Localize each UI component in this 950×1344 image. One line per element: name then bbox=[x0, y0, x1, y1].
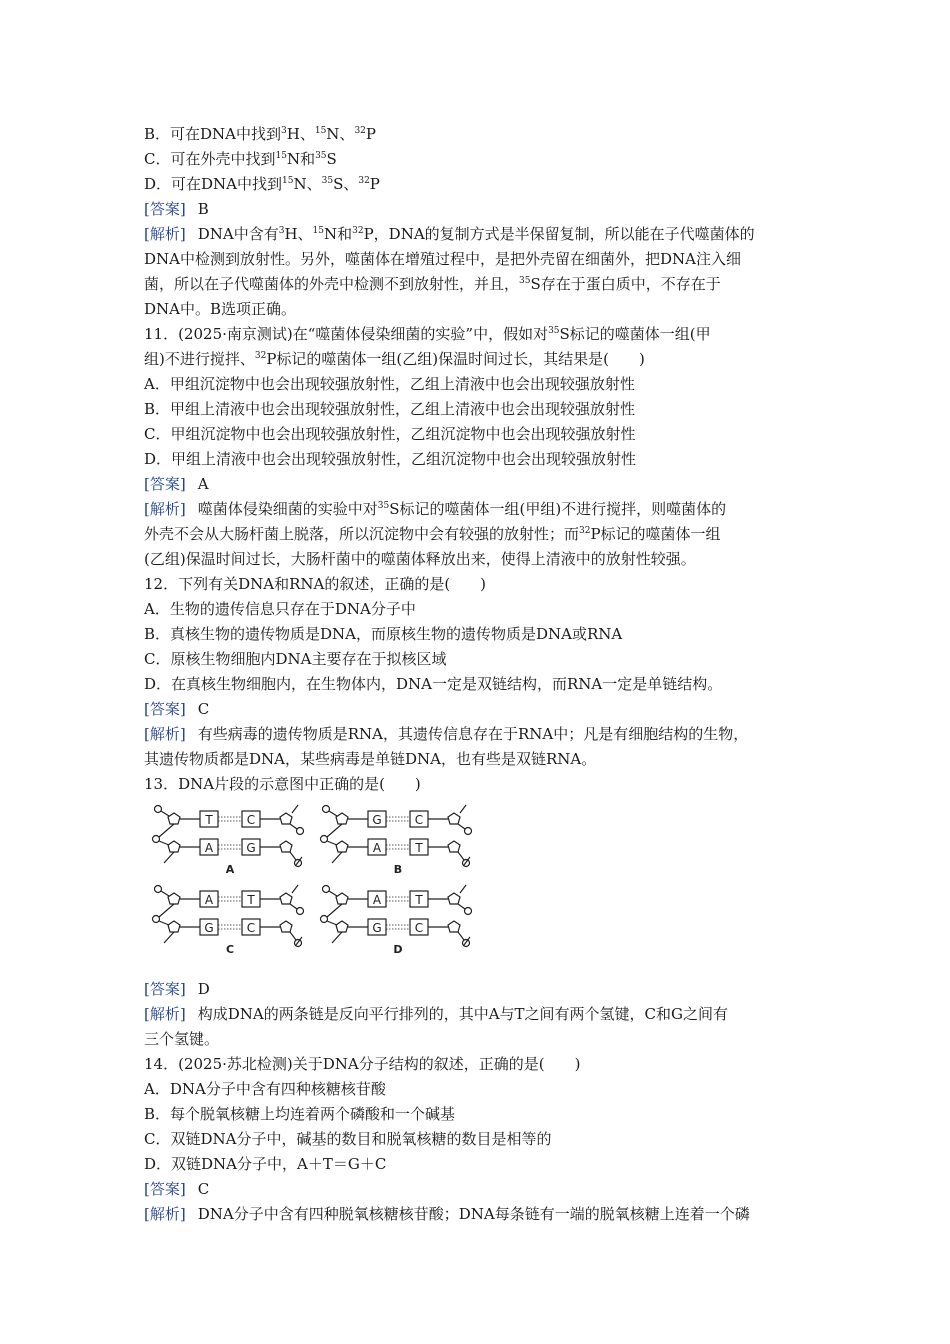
question-stem: 12．下列有关DNA和RNA的叙述，正确的是( ) bbox=[144, 575, 487, 593]
diagram-label: C bbox=[225, 943, 235, 956]
base-letter: G bbox=[204, 921, 214, 935]
dna-diagram-figure bbox=[144, 801, 816, 969]
sugar-pentagon bbox=[168, 813, 180, 824]
base-letter: C bbox=[414, 921, 424, 935]
backbone-bond bbox=[329, 891, 337, 896]
answer-value: B bbox=[197, 200, 209, 218]
base-letter: C bbox=[414, 813, 424, 827]
backbone-bond bbox=[159, 841, 169, 845]
option-d: D．甲组上清液中也会出现较强放射性，乙组沉淀物中也会出现较强放射性 bbox=[144, 450, 637, 468]
backbone-bond bbox=[159, 921, 169, 925]
analysis-tag: [解析] bbox=[144, 225, 186, 243]
backbone-bond bbox=[327, 921, 337, 925]
option-a: A．DNA分子中含有四种核糖核苷酸 bbox=[144, 1080, 386, 1098]
answer-tag: [答案] bbox=[144, 475, 186, 493]
analysis-line: [解析] DNA中含有$^3$H、$^{15}$N和$^{32}$P，DNA的复制方式是半保留复制，所以能在子代噬菌体的 bbox=[144, 225, 755, 243]
phosphate-circle bbox=[153, 836, 160, 843]
base-letter: T bbox=[415, 841, 423, 855]
analysis-line: 三个氢键。 bbox=[144, 1030, 220, 1048]
dna-diagram-svg bbox=[148, 801, 488, 967]
base-letter: T bbox=[415, 893, 423, 907]
base-letter: A bbox=[204, 841, 214, 855]
diagram-label: B bbox=[393, 863, 403, 876]
backbone-bond bbox=[290, 852, 296, 860]
option-b: B．可在DNA中找到$^3$H、$^{15}$N、$^{32}$P bbox=[144, 125, 376, 143]
analysis-line: [解析] 有些病毒的遗传物质是RNA，其遗传信息存在于RNA中；凡是有细胞结构的生物， bbox=[144, 725, 749, 743]
analysis-line: [解析] 构成DNA的两条链是反向平行排列的，其中A与T之间有两个氢键，C和G之间有 bbox=[144, 1005, 729, 1023]
base-letter: G bbox=[372, 813, 382, 827]
backbone-bond bbox=[164, 852, 174, 863]
base-letter: G bbox=[246, 841, 256, 855]
answer-tag: [答案] bbox=[144, 1180, 186, 1198]
answer-tag: [答案] bbox=[144, 700, 186, 718]
analysis-line: 菌，所以在子代噬菌体的外壳中检测不到放射性，并且，$^{35}$S存在于蛋白质中，不存在于 bbox=[144, 275, 721, 293]
backbone-bond bbox=[161, 811, 169, 816]
analysis-tag: [解析] bbox=[144, 725, 186, 743]
sugar-pentagon bbox=[168, 893, 180, 904]
backbone-bond bbox=[290, 932, 296, 940]
analysis-line: [解析] DNA分子中含有四种脱氧核糖核苷酸；DNA每条链有一端的脱氧核糖上连着一个磷 bbox=[144, 1205, 750, 1223]
answer-value: C bbox=[197, 1180, 210, 1198]
question-stem: 13．DNA片段的示意图中正确的是( ) bbox=[144, 775, 421, 793]
backbone-bond bbox=[327, 841, 337, 845]
answer-tag: [答案] bbox=[144, 980, 186, 998]
phosphate-circle bbox=[297, 908, 304, 915]
option-d: D．双链DNA分子中，A＋T＝G＋C bbox=[144, 1155, 387, 1173]
phosphate-circle bbox=[321, 836, 328, 843]
backbone-bond bbox=[332, 852, 342, 863]
phosphate-circle bbox=[155, 886, 162, 893]
answer-tag: [答案] bbox=[144, 200, 186, 218]
analysis-tag: [解析] bbox=[144, 500, 186, 518]
option-b: B．甲组上清液中也会出现较强放射性，乙组上清液中也会出现较强放射性 bbox=[144, 400, 636, 418]
backbone-bond bbox=[327, 824, 342, 837]
base-letter: A bbox=[372, 841, 382, 855]
question-stem: 11．(2025·南京测试)在“噬菌体侵染细菌的实验”中，假如对$^{35}$S标记的噬菌体一组(甲 bbox=[144, 325, 711, 343]
option-a: A．甲组沉淀物中也会出现较强放射性，乙组上清液中也会出现较强放射性 bbox=[144, 375, 635, 393]
backbone-bond bbox=[458, 932, 464, 940]
backbone-bond bbox=[458, 824, 465, 829]
sugar-pentagon bbox=[336, 921, 348, 932]
diagram-label: D bbox=[393, 943, 403, 956]
answer-value: C bbox=[197, 700, 210, 718]
backbone-bond bbox=[159, 904, 174, 917]
answer-line bbox=[144, 472, 816, 497]
backbone-bond bbox=[460, 885, 466, 893]
sugar-pentagon bbox=[448, 893, 460, 904]
sugar-pentagon bbox=[336, 893, 348, 904]
phosphate-circle bbox=[297, 828, 304, 835]
question-stem: 组)不进行搅拌、$^{32}$P标记的噬菌体一组(乙组)保温时间过长，其结果是( ) bbox=[144, 350, 645, 368]
phosphate-circle bbox=[155, 806, 162, 813]
option-b: B．每个脱氧核糖上均连着两个磷酸和一个碱基 bbox=[144, 1105, 456, 1123]
backbone-bond bbox=[290, 824, 297, 829]
sugar-pentagon bbox=[280, 813, 292, 824]
backbone-bond bbox=[292, 805, 298, 813]
analysis-line: DNA中。B选项正确。 bbox=[144, 300, 297, 318]
backbone-bond bbox=[292, 885, 298, 893]
backbone-bond bbox=[290, 904, 297, 909]
sugar-pentagon bbox=[448, 841, 460, 852]
backbone-bond bbox=[460, 805, 466, 813]
base-letter: C bbox=[246, 813, 256, 827]
backbone-bond bbox=[458, 904, 465, 909]
phosphate-circle bbox=[323, 886, 330, 893]
backbone-bond bbox=[327, 904, 342, 917]
backbone-bond bbox=[164, 932, 174, 943]
option-d: D．在真核生物细胞内，在生物体内，DNA一定是双链结构，而RNA一定是单链结构。 bbox=[144, 675, 723, 693]
base-letter: A bbox=[372, 893, 382, 907]
sugar-pentagon bbox=[280, 893, 292, 904]
sugar-pentagon bbox=[448, 813, 460, 824]
document-page bbox=[144, 122, 816, 1227]
option-d: D．可在DNA中找到$^{15}$N、$^{35}$S、$^{32}$P bbox=[144, 175, 380, 193]
answer-line bbox=[144, 977, 816, 1002]
phosphate-circle bbox=[153, 916, 160, 923]
base-letter: G bbox=[372, 921, 382, 935]
phosphate-circle bbox=[465, 908, 472, 915]
base-letter: T bbox=[205, 813, 213, 827]
analysis-line: 其遗传物质都是DNA，某些病毒是单链DNA，也有些是双链RNA。 bbox=[144, 750, 597, 768]
answer-line bbox=[144, 197, 816, 222]
base-letter: C bbox=[246, 921, 256, 935]
answer-value: A bbox=[197, 475, 209, 493]
sugar-pentagon bbox=[168, 841, 180, 852]
sugar-pentagon bbox=[336, 813, 348, 824]
sugar-pentagon bbox=[336, 841, 348, 852]
analysis-line: [解析] 噬菌体侵染细菌的实验中对$^{35}$S标记的噬菌体一组(甲组)不进行搅拌，则噬菌体的 bbox=[144, 500, 727, 518]
answer-value: D bbox=[197, 980, 210, 998]
analysis-tag: [解析] bbox=[144, 1005, 186, 1023]
option-c: C．原核生物细胞内DNA主要存在于拟核区域 bbox=[144, 650, 447, 668]
option-b: B．真核生物的遗传物质是DNA，而原核生物的遗传物质是DNA或RNA bbox=[144, 625, 623, 643]
phosphate-circle bbox=[465, 828, 472, 835]
backbone-bond bbox=[161, 891, 169, 896]
answer-line bbox=[144, 697, 816, 722]
option-c: C．可在外壳中找到$^{15}$N和$^{35}$S bbox=[144, 150, 337, 168]
backbone-bond bbox=[332, 932, 342, 943]
answer-line bbox=[144, 1177, 816, 1202]
analysis-tag: [解析] bbox=[144, 1205, 186, 1223]
question-stem: 14．(2025·苏北检测)关于DNA分子结构的叙述，正确的是( ) bbox=[144, 1055, 581, 1073]
phosphate-circle bbox=[321, 916, 328, 923]
sugar-pentagon bbox=[168, 921, 180, 932]
backbone-bond bbox=[329, 811, 337, 816]
analysis-line: (乙组)保温时间过长，大肠杆菌中的噬菌体释放出来，使得上清液中的放射性较强。 bbox=[144, 550, 696, 568]
option-a: A．生物的遗传信息只存在于DNA分子中 bbox=[144, 600, 416, 618]
sugar-pentagon bbox=[448, 921, 460, 932]
sugar-pentagon bbox=[280, 921, 292, 932]
option-c: C．甲组沉淀物中也会出现较强放射性，乙组沉淀物中也会出现较强放射性 bbox=[144, 425, 636, 443]
option-c: C．双链DNA分子中，碱基的数目和脱氧核糖的数目是相等的 bbox=[144, 1130, 552, 1148]
analysis-line: 外壳不会从大肠杆菌上脱落，所以沉淀物中会有较强的放射性；而$^{32}$P标记的噬菌体一组 bbox=[144, 525, 721, 543]
backbone-bond bbox=[458, 852, 464, 860]
base-letter: T bbox=[247, 893, 255, 907]
sugar-pentagon bbox=[280, 841, 292, 852]
base-letter: A bbox=[204, 893, 214, 907]
phosphate-circle bbox=[323, 806, 330, 813]
analysis-line: DNA中检测到放射性。另外，噬菌体在增殖过程中，是把外壳留在细菌外，把DNA注入细 bbox=[144, 250, 741, 268]
backbone-bond bbox=[159, 824, 174, 837]
diagram-label: A bbox=[225, 863, 235, 876]
